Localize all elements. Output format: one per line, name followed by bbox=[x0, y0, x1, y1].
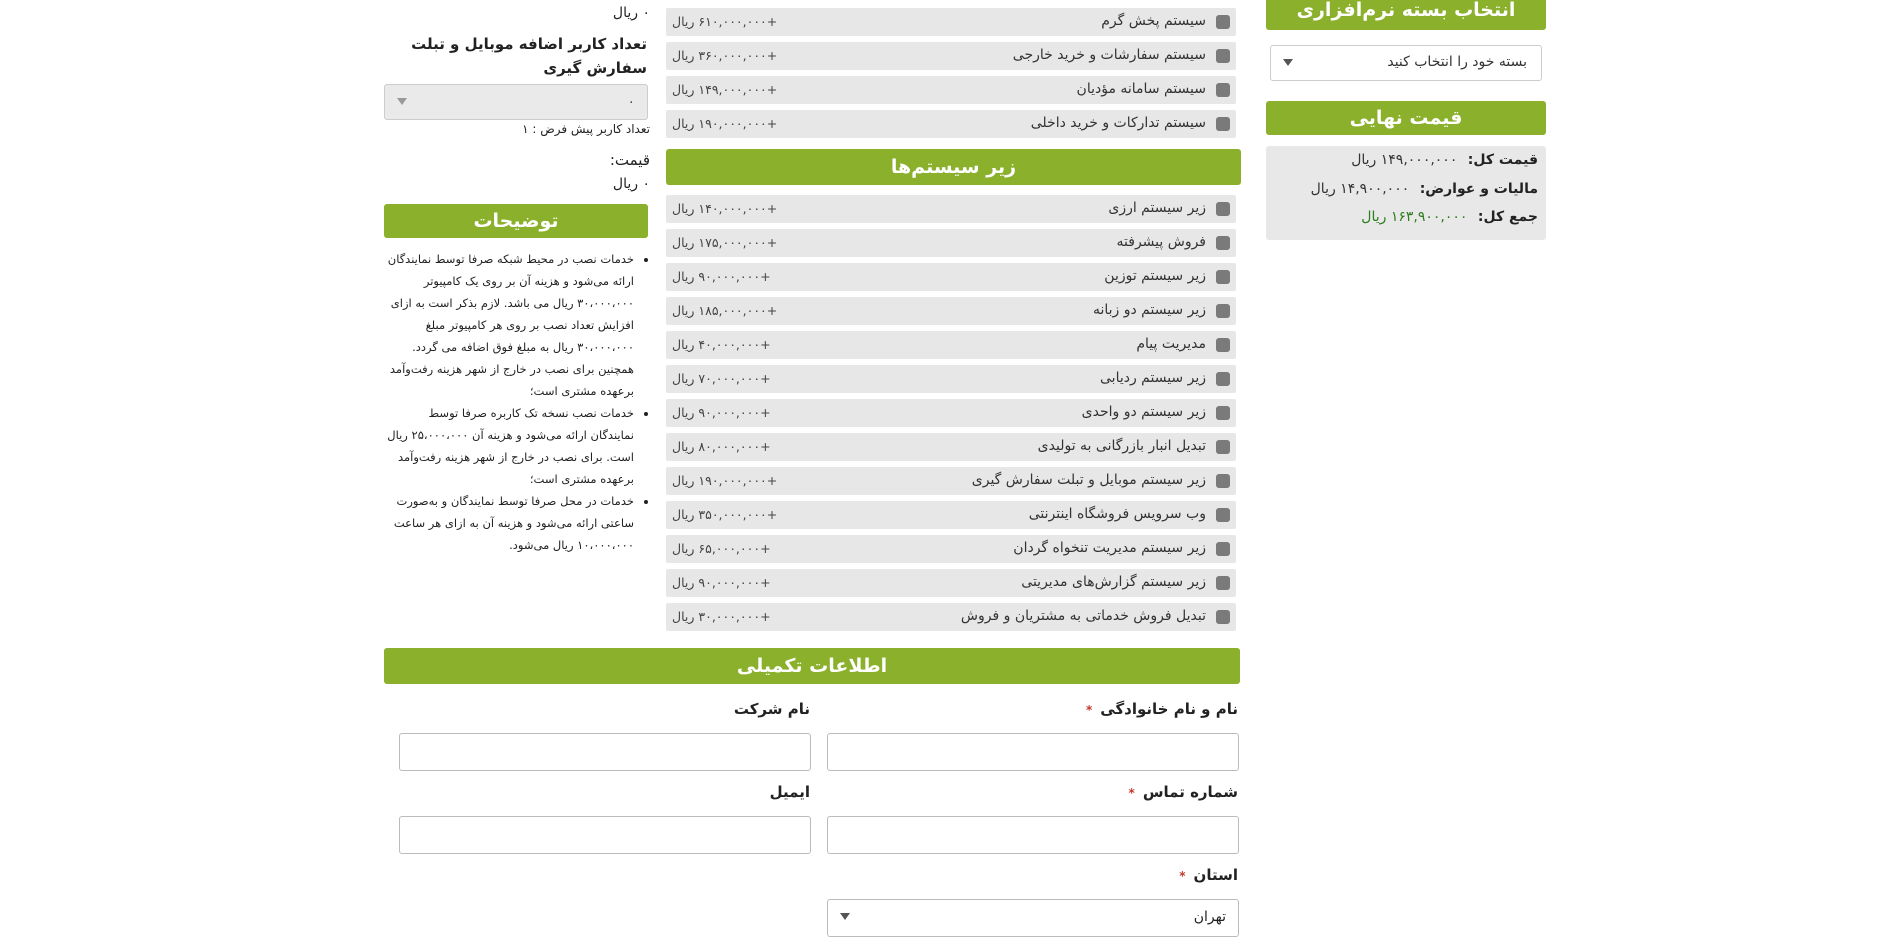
package-select[interactable] bbox=[1270, 45, 1542, 81]
subsystem-name: وب سرویس فروشگاه اینترنتی bbox=[1028, 506, 1206, 522]
system-checkbox[interactable] bbox=[1216, 15, 1230, 29]
subsystem-price: +۹۰,۰۰۰,۰۰۰ ریال bbox=[672, 269, 771, 284]
description-list bbox=[384, 248, 648, 556]
required-asterisk: * bbox=[1085, 703, 1093, 717]
total-price-row bbox=[1351, 152, 1538, 168]
subsystem-name: زیر سیستم ردیابی bbox=[1100, 370, 1206, 386]
system-price: +۳۶۰,۰۰۰,۰۰۰ ریال bbox=[672, 48, 778, 63]
subsystem-checkbox[interactable] bbox=[1216, 304, 1230, 318]
system-name: سیستم تدارکات و خرید داخلی bbox=[1030, 115, 1206, 131]
system-checkbox[interactable] bbox=[1216, 83, 1230, 97]
subsystem-name: زیر سیستم توزین bbox=[1104, 268, 1206, 284]
subsystem-row[interactable] bbox=[666, 229, 1236, 257]
mobile-users-select[interactable] bbox=[384, 84, 648, 120]
subsystem-checkbox[interactable] bbox=[1216, 610, 1230, 624]
email-label bbox=[770, 783, 810, 801]
province-select-value: تهران bbox=[1193, 909, 1226, 925]
tax-label: مالیات و عوارض: bbox=[1419, 181, 1538, 197]
subsystem-row[interactable] bbox=[666, 365, 1236, 393]
chevron-down-icon bbox=[397, 98, 407, 105]
subsystem-price: +۹۰,۰۰۰,۰۰۰ ریال bbox=[672, 405, 771, 420]
subsystem-checkbox[interactable] bbox=[1216, 372, 1230, 386]
mobile-users-price-top: ۰ ریال bbox=[612, 5, 650, 21]
subsystem-checkbox[interactable] bbox=[1216, 338, 1230, 352]
tax-value: ۱۴,۹۰۰,۰۰۰ ریال bbox=[1310, 181, 1410, 197]
subsystem-price: +۸۰,۰۰۰,۰۰۰ ریال bbox=[672, 439, 771, 454]
subsystem-checkbox[interactable] bbox=[1216, 508, 1230, 522]
total-price-value: ۱۴۹,۰۰۰,۰۰۰ ریال bbox=[1351, 152, 1458, 168]
province-label bbox=[1179, 866, 1238, 884]
system-name: سیستم سامانه مؤدیان bbox=[1076, 81, 1206, 97]
system-price: +۱۹۰,۰۰۰,۰۰۰ ریال bbox=[672, 116, 778, 131]
subsystem-checkbox[interactable] bbox=[1216, 236, 1230, 250]
total-price-label: قیمت کل: bbox=[1467, 152, 1538, 168]
subsystem-row[interactable] bbox=[666, 433, 1236, 461]
description-item: • خدمات نصب نسخه تک کاربره صرفا توسط نمایندگان ارائه می‌شود و هزینه آن ۲۵،۰۰۰،۰۰۰ ریال است. برای نصب در خارج از شهر هزینه رفت‌وآمد برعهده مشتری است؛ bbox=[384, 402, 634, 490]
mobile-price-value: ۰ ریال bbox=[612, 176, 650, 192]
province-select[interactable] bbox=[827, 899, 1239, 937]
price-summary bbox=[1266, 146, 1546, 240]
province-label-text: استان bbox=[1193, 866, 1238, 884]
subsystem-row[interactable] bbox=[666, 331, 1236, 359]
package-select-value: بسته خود را انتخاب کنید bbox=[1387, 54, 1527, 70]
subsystem-price: +۱۹۰,۰۰۰,۰۰۰ ریال bbox=[672, 473, 778, 488]
chevron-down-icon bbox=[840, 913, 850, 920]
company-field[interactable] bbox=[399, 733, 811, 771]
subsystem-checkbox[interactable] bbox=[1216, 474, 1230, 488]
subsystem-row[interactable] bbox=[666, 467, 1236, 495]
system-name: سیستم سفارشات و خرید خارجی bbox=[1012, 47, 1206, 63]
description-item: • خدمات در محل صرفا توسط نمایندگان و به‌صورت ساعتی ارائه می‌شود و هزینه آن به ازای هر ساعت ۱۰،۰۰۰،۰۰۰ ریال می‌شود. bbox=[384, 490, 634, 556]
system-row[interactable] bbox=[666, 42, 1236, 70]
subsystem-row[interactable] bbox=[666, 569, 1236, 597]
subsystem-checkbox[interactable] bbox=[1216, 440, 1230, 454]
tax-row bbox=[1311, 181, 1538, 197]
email-field[interactable] bbox=[399, 816, 811, 854]
subsystem-name: زیر سیستم موبایل و تبلت سفارش گیری bbox=[971, 472, 1206, 488]
subsystem-row[interactable] bbox=[666, 501, 1236, 529]
phone-field[interactable] bbox=[827, 816, 1239, 854]
subsystem-name: زیر سیستم دو واحدی bbox=[1081, 404, 1206, 420]
subsystem-price: +۴۰,۰۰۰,۰۰۰ ریال bbox=[672, 337, 771, 352]
phone-label bbox=[1129, 783, 1238, 801]
subsystem-name: مدیریت پیام bbox=[1136, 336, 1206, 352]
subsystem-price: +۹۰,۰۰۰,۰۰۰ ریال bbox=[672, 575, 771, 590]
mobile-users-label: تعداد کاربر اضافه موبایل و تبلت سفارش گیری bbox=[411, 35, 647, 77]
subsystem-price: +۳۵۰,۰۰۰,۰۰۰ ریال bbox=[672, 507, 778, 522]
system-checkbox[interactable] bbox=[1216, 49, 1230, 63]
system-row[interactable] bbox=[666, 110, 1236, 138]
grand-total-row bbox=[1361, 209, 1538, 225]
full-name-label bbox=[1086, 700, 1238, 718]
phone-label-text: شماره تماس bbox=[1142, 783, 1238, 801]
description-text bbox=[384, 248, 648, 556]
extra-info-header: اطلاعات تکمیلی bbox=[384, 648, 1240, 684]
subsystem-price: +۱۸۵,۰۰۰,۰۰۰ ریال bbox=[672, 303, 778, 318]
subsystem-price: +۱۴۰,۰۰۰,۰۰۰ ریال bbox=[672, 201, 778, 216]
final-price-header: قیمت نهایی bbox=[1266, 101, 1546, 135]
required-asterisk: * bbox=[1179, 869, 1186, 883]
mobile-users-select-value: ۰ bbox=[627, 94, 635, 110]
subsystem-name: فروش پیشرفته bbox=[1116, 234, 1206, 250]
subsystem-name: زیر سیستم ارزی bbox=[1108, 200, 1206, 216]
chevron-down-icon bbox=[1283, 59, 1293, 66]
system-name: سیستم پخش گرم bbox=[1101, 13, 1206, 29]
grand-total-label: جمع کل: bbox=[1477, 209, 1538, 225]
subsystem-checkbox[interactable] bbox=[1216, 576, 1230, 590]
company-label-text: نام شرکت bbox=[733, 700, 810, 718]
company-label bbox=[734, 700, 810, 718]
subsystem-row[interactable] bbox=[666, 297, 1236, 325]
subsystem-price: +۷۰,۰۰۰,۰۰۰ ریال bbox=[672, 371, 771, 386]
system-row[interactable] bbox=[666, 8, 1236, 36]
subsystem-row[interactable] bbox=[666, 535, 1236, 563]
description-item: • خدمات نصب در محیط شبکه صرفا توسط نمایندگان ارائه می‌شود و هزینه آن بر روی یک کامپیوتر ۳۰،۰۰۰،۰۰۰ ریال می باشد. لازم بذکر است به ازای افزایش تعداد نصب بر روی هر کامپیوتر مبلغ ۳۰،۰۰۰،۰۰۰ ریال به مبلغ فوق اضافه می گردد. همچنین برای نصب در خارج از شهر هزینه رفت‌وآمد برعهده مشتری است؛ bbox=[384, 248, 634, 402]
subsystem-row[interactable] bbox=[666, 263, 1236, 291]
subsystem-name: تبدیل فروش خدماتی به مشتریان و فروش bbox=[960, 608, 1206, 624]
subsystem-name: تبدیل انبار بازرگانی به تولیدی bbox=[1037, 438, 1206, 454]
subsystem-checkbox[interactable] bbox=[1216, 202, 1230, 216]
default-users-note: تعداد کاربر پیش فرض : ۱ bbox=[522, 122, 650, 136]
subsystem-price: +۳۰,۰۰۰,۰۰۰ ریال bbox=[672, 609, 771, 624]
description-header: توضیحات bbox=[384, 204, 648, 238]
subsystem-price: +۶۵,۰۰۰,۰۰۰ ریال bbox=[672, 541, 771, 556]
subsystems-header: زیر سیستم‌ها bbox=[666, 149, 1241, 185]
package-header: انتخاب بسته نرم‌افزاری bbox=[1266, 0, 1546, 30]
system-checkbox[interactable] bbox=[1216, 117, 1230, 131]
system-price: +۶۱۰,۰۰۰,۰۰۰ ریال bbox=[672, 14, 778, 29]
full-name-field[interactable] bbox=[827, 733, 1239, 771]
subsystem-price: +۱۷۵,۰۰۰,۰۰۰ ریال bbox=[672, 235, 778, 250]
subsystem-row[interactable] bbox=[666, 603, 1236, 631]
subsystem-name: زیر سیستم دو زبانه bbox=[1092, 302, 1206, 318]
subsystem-checkbox[interactable] bbox=[1216, 270, 1230, 284]
system-price: +۱۴۹,۰۰۰,۰۰۰ ریال bbox=[672, 82, 778, 97]
subsystem-checkbox[interactable] bbox=[1216, 542, 1230, 556]
system-row[interactable] bbox=[666, 76, 1236, 104]
subsystem-name: زیر سیستم گزارش‌های مدیریتی bbox=[1021, 574, 1206, 590]
full-name-label-text: نام و نام خانوادگی bbox=[1100, 700, 1238, 718]
subsystem-row[interactable] bbox=[666, 399, 1236, 427]
email-label-text: ایمیل bbox=[769, 783, 810, 801]
grand-total-value: ۱۶۳,۹۰۰,۰۰۰ ریال bbox=[1361, 209, 1468, 225]
mobile-price-label: قیمت: bbox=[609, 151, 650, 169]
subsystem-name: زیر سیستم مدیریت تنخواه گردان bbox=[1013, 540, 1206, 556]
subsystem-checkbox[interactable] bbox=[1216, 406, 1230, 420]
required-asterisk: * bbox=[1128, 786, 1135, 800]
subsystem-row[interactable] bbox=[666, 195, 1236, 223]
